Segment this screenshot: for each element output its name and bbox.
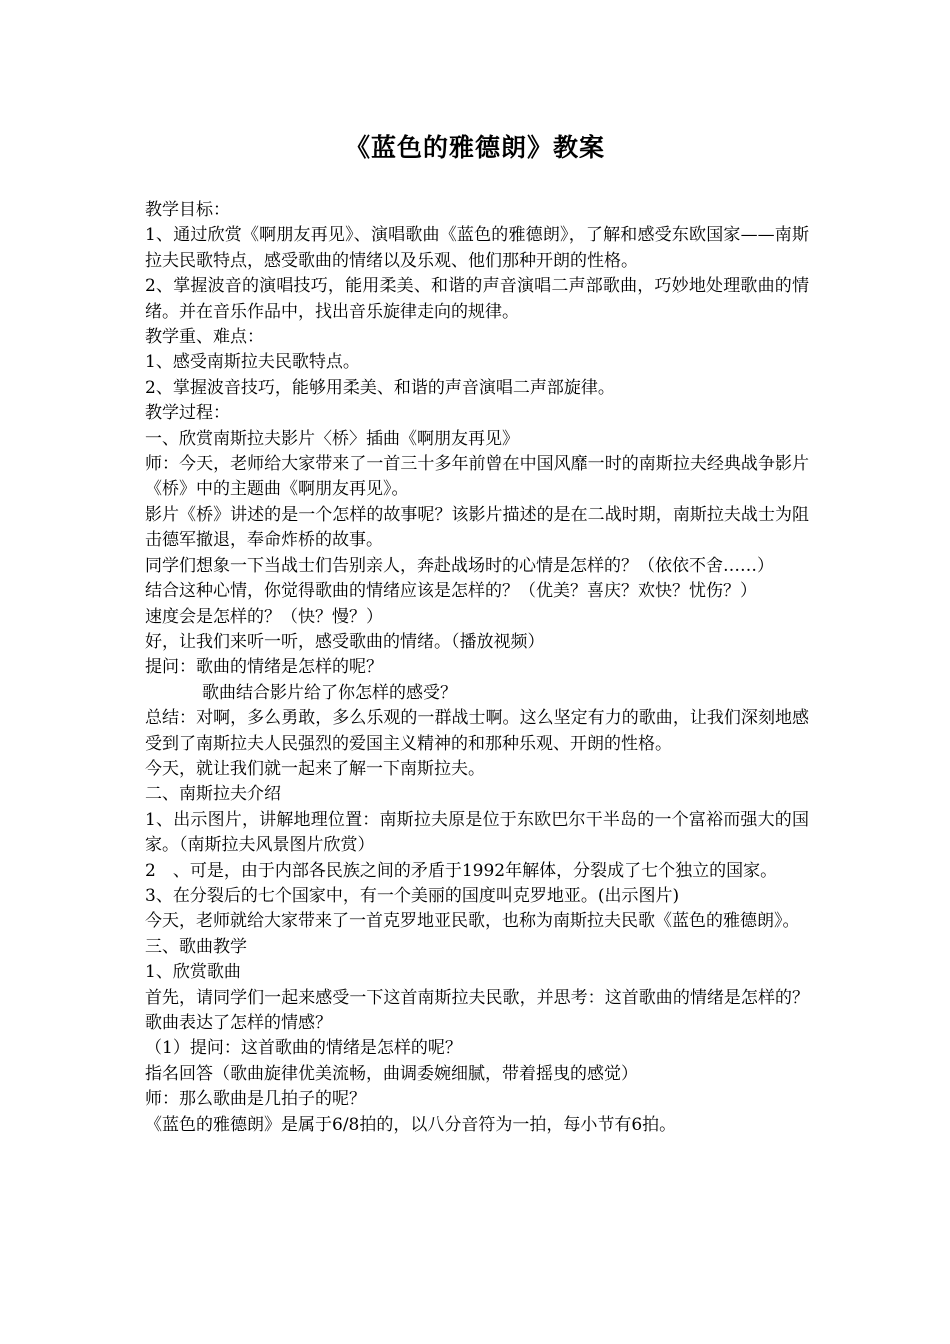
paragraph: 速度会是怎样的？（快？慢？） (145, 606, 383, 627)
paragraph: 2 、可是，由于内部各民族之间的矛盾于1992年解体，分裂成了七个独立的国家。 (145, 860, 778, 881)
paragraph: 总结：对啊，多么勇敢，多么乐观的一群战士啊。这么坚定有力的歌曲，让我们深刻地感受到了南斯拉夫人民强烈的爱国主义精神的和那种乐观、开朗的性格。 (145, 708, 809, 754)
paragraph: 歌曲结合影片给了你怎样的感受？ (202, 682, 457, 703)
paragraph: 指名回答（歌曲旋律优美流畅，曲调委婉细腻，带着摇曳的感觉） (145, 1063, 638, 1084)
paragraph: 同学们想象一下当战士们告别亲人，奔赴战场时的心情是怎样的？（依依不舍……） (145, 555, 774, 576)
paragraph: 结合这种心情，你觉得歌曲的情绪应该是怎样的？（优美？喜庆？欢快？忧伤？） (145, 581, 757, 602)
paragraph: 好，让我们来听一听，感受歌曲的情绪。（播放视频） (145, 631, 545, 652)
paragraph: 师：今天，老师给大家带来了一首三十多年前曾在中国风靡一时的南斯拉夫经典战争影片《桥》中的主题曲《啊朋友再见》。 (145, 454, 809, 500)
paragraph: 3、在分裂后的七个国家中，有一个美丽的国度叫克罗地亚。(出示图片) (145, 885, 680, 906)
paragraph: 教学目标： (145, 200, 230, 220)
paragraph: 教学重、难点： (145, 327, 264, 348)
paragraph: 二、南斯拉夫介绍 (145, 784, 281, 805)
paragraph: 1、通过欣赏《啊朋友再见》、演唱歌曲《蓝色的雅德朗》，了解和感受东欧国家——南斯拉夫民歌特点，感受歌曲的情绪以及乐观、他们那种开朗的性格。 (145, 225, 809, 271)
paragraph: 一、欣赏南斯拉夫影片〈桥〉插曲《啊朋友再见》 (145, 428, 519, 449)
paragraph: 今天，就让我们就一起来了解一下南斯拉夫。 (145, 758, 485, 779)
paragraph: 1、出示图片，讲解地理位置：南斯拉夫原是位于东欧巴尔干半岛的一个富裕而强大的国家。（南斯拉夫风景图片欣赏） (145, 809, 809, 856)
paragraph: 首先，请同学们一起来感受一下这首南斯拉夫民歌，并思考：这首歌曲的情绪是怎样的？歌曲表达了怎样的情感？ (145, 987, 809, 1033)
paragraph: 今天，老师就给大家带来了一首克罗地亚民歌，也称为南斯拉夫民歌《蓝色的雅德朗》。 (145, 911, 800, 932)
paragraph: 影片《桥》讲述的是一个怎样的故事呢？该影片描述的是在二战时期，南斯拉夫战士为阻击德军撤退，奉命炸桥的故事。 (145, 504, 809, 551)
paragraph: 三、歌曲教学 (145, 936, 247, 957)
document-body (145, 198, 809, 1138)
paragraph: 师：那么歌曲是几拍子的呢？ (145, 1089, 366, 1110)
paragraph: 《蓝色的雅德朗》是属于6/8拍的，以八分音符为一拍，每小节有6拍。 (145, 1114, 677, 1135)
paragraph: 教学过程： (145, 403, 230, 424)
paragraph: 2、掌握波音技巧，能够用柔美、和谐的声音演唱二声部旋律。 (145, 377, 615, 398)
paragraph: 1、感受南斯拉夫民歌特点。 (145, 352, 360, 373)
paragraph: （1）提问：这首歌曲的情绪是怎样的呢？ (145, 1038, 462, 1059)
document-title: 《蓝色的雅德朗》教案 (344, 133, 605, 162)
paragraph: 2、掌握波音的演唱技巧，能用柔美、和谐的声音演唱二声部歌曲，巧妙地处理歌曲的情绪。并在音乐作品中，找出音乐旋律走向的规律。 (145, 276, 809, 322)
paragraph: 提问：歌曲的情绪是怎样的呢？ (145, 657, 383, 678)
paragraph: 1、欣赏歌曲 (145, 962, 241, 983)
